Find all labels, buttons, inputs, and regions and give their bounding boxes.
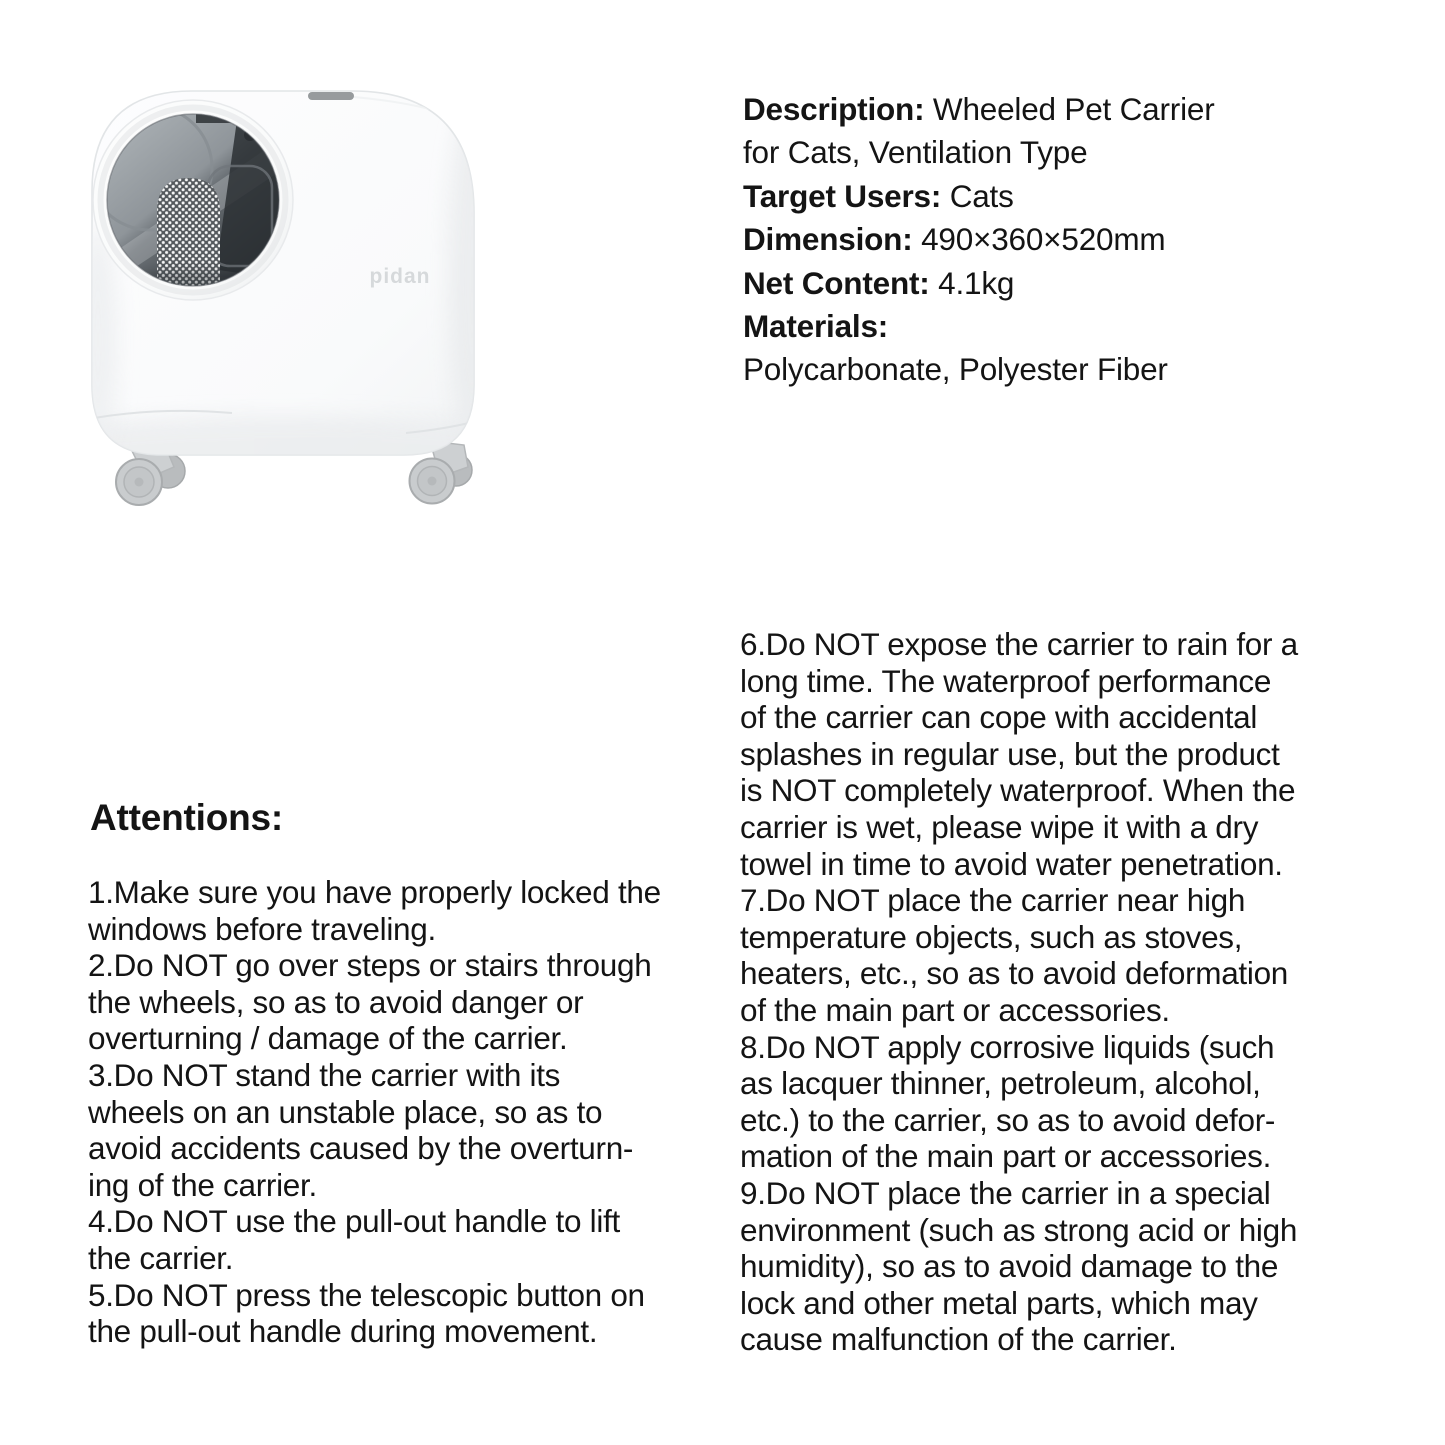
attention-line: windows before traveling.	[88, 910, 436, 947]
spec-line: for Cats, Ventilation Type	[743, 134, 1088, 171]
attention-line: the wheels, so as to avoid danger or	[88, 983, 584, 1020]
attention-line: towel in time to avoid water penetration.	[740, 845, 1283, 882]
spec-line: Description: Wheeled Pet Carrier	[743, 91, 1215, 127]
attention-line: heaters, etc., so as to avoid deformation	[740, 955, 1289, 992]
attention-line: 5.Do NOT press the telescopic button on	[88, 1276, 645, 1313]
attention-line: environment (such as strong acid or high	[740, 1211, 1298, 1248]
spec-line: Materials:	[743, 308, 889, 345]
attention-line: carrier is wet, please wipe it with a dry	[740, 808, 1259, 845]
attention-line: mation of the main part or accessories.	[740, 1138, 1272, 1175]
attentions-column-2	[740, 626, 1298, 1358]
attention-line: 9.Do NOT place the carrier in a special	[740, 1174, 1271, 1211]
attention-line: of the carrier can cope with accidental	[740, 699, 1258, 736]
spec-block	[743, 88, 1343, 392]
attentions-column-1	[88, 874, 661, 1350]
spec-line: Target Users: Cats	[743, 177, 1014, 214]
attention-line: 6.Do NOT expose the carrier to rain for a	[740, 626, 1298, 662]
attention-line: 7.Do NOT place the carrier near high	[740, 882, 1246, 919]
handle-recess	[308, 92, 354, 100]
attentions-heading: Attentions:	[90, 797, 284, 838]
attention-line: etc.) to the carrier, so as to avoid defor-	[740, 1101, 1276, 1138]
product-image	[0, 0, 560, 560]
attention-line: avoid accidents caused by the overturn-	[88, 1130, 634, 1167]
attention-line: is NOT completely waterproof. When the	[740, 772, 1296, 809]
attention-line: lock and other metal parts, which may	[740, 1284, 1258, 1321]
attention-line: temperature objects, such as stoves,	[740, 918, 1243, 955]
attention-line: wheels on an unstable place, so as to	[88, 1093, 603, 1130]
spec-line: Polycarbonate, Polyester Fiber	[743, 351, 1168, 388]
attention-line: long time. The waterproof performance	[740, 662, 1272, 699]
brand-logo-text: pidan	[369, 265, 431, 288]
attention-line: splashes in regular use, but the product	[740, 735, 1280, 772]
attention-line: 4.Do NOT use the pull-out handle to lift	[88, 1203, 620, 1240]
attention-line: the pull-out handle during movement.	[88, 1313, 598, 1350]
attention-line: the carrier.	[88, 1239, 234, 1276]
attention-line: overturning / damage of the carrier.	[88, 1020, 568, 1057]
attention-line: 2.Do NOT go over steps or stairs through	[88, 947, 652, 984]
attention-line: 3.Do NOT stand the carrier with its	[88, 1056, 561, 1093]
spec-line: Net Content: 4.1kg	[743, 264, 1015, 301]
attention-line: cause malfunction of the carrier.	[740, 1321, 1177, 1358]
attention-line: 8.Do NOT apply corrosive liquids (such	[740, 1028, 1275, 1065]
attention-line: humidity), so as to avoid damage to the	[740, 1248, 1279, 1285]
attention-line: as lacquer thinner, petroleum, alcohol,	[740, 1065, 1261, 1102]
spec-line: Dimension: 490×360×520mm	[743, 221, 1166, 258]
attention-line: of the main part or accessories.	[740, 991, 1170, 1028]
attention-line: 1.Make sure you have properly locked the	[88, 874, 661, 910]
attention-line: ing of the carrier.	[88, 1166, 317, 1203]
